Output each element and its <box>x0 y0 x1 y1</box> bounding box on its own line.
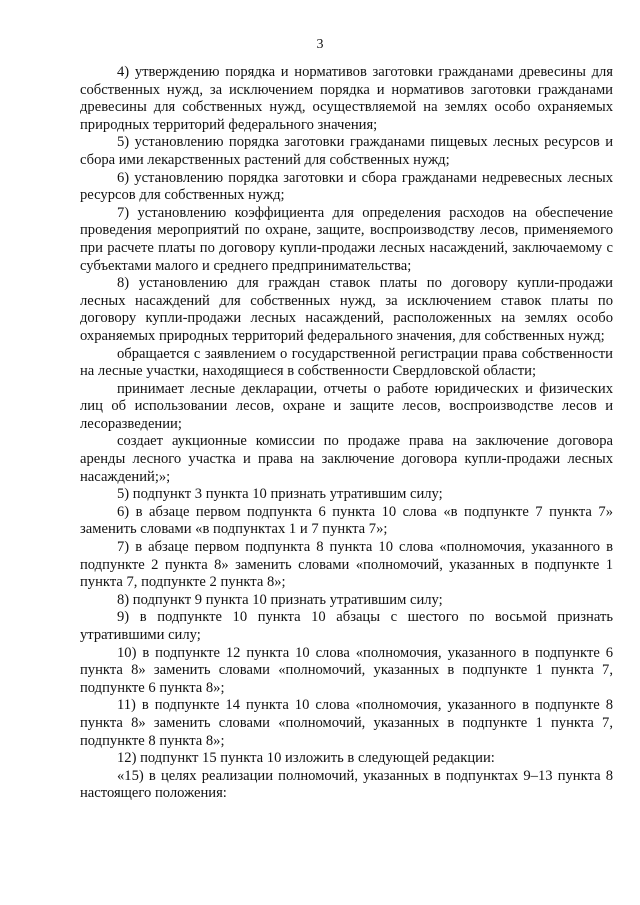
page-number: 3 <box>316 37 324 52</box>
amendment-10: 10) в подпункте 12 пункта 10 слова «полномочия, указанного в подпункте 6 пункта 8» заменить словами «полномочий, указанных в подпункте 1 пункта 7, подпункте 6 пункта 8»; <box>80 644 613 696</box>
paragraph-registration: обращается с заявлением о государственной регистрации права собственности на лесные участки, находящиеся в собственности Свердловской области; <box>80 345 613 380</box>
document-body <box>80 64 613 803</box>
paragraph-item-4: 4) утверждению порядка и нормативов заготовки гражданами древесины для собственных нужд, за исключением порядка и нормативов заготовки гражданами древесины для собственных нужд, осуществляемой на землях особо охраняемых природных территорий федерального значения; <box>80 64 613 133</box>
amendment-9: 9) в подпункте 10 пункта 10 абзацы с шестого по восьмой признать утратившими силу; <box>80 609 613 643</box>
amendment-8: 8) подпункт 9 пункта 10 признать утратившим силу; <box>117 591 443 608</box>
paragraph-item-7: 7) установлению коэффициента для определения расходов на обеспечение проведения мероприятий по охране, защите, воспроизводству лесов, применяемого при расчете платы по договору купли-продажи лесных насаждений, заключаемому с субъектами малого и среднего предпринимательства; <box>80 204 613 274</box>
paragraph-item-5: 5) установлению порядка заготовки гражданами пищевых лесных ресурсов и сбора ими лекарственных растений для собственных нужд; <box>80 134 613 168</box>
amendment-6: 6) в абзаце первом подпункта 6 пункта 10 слова «в подпункте 7 пункта 7» заменить словами «в подпунктах 1 и 7 пункта 7»; <box>80 503 613 538</box>
amendment-11: 11) в подпункте 14 пункта 10 слова «полномочия, указанного в подпункте 8 пункта 8» заменить словами «полномочий, указанных в подпункте 1 пункта 7, подпункте 8 пункта 8»; <box>80 697 613 749</box>
paragraph-declarations: принимает лесные декларации, отчеты о работе юридических и физических лиц об использовании лесов, охране и защите лесов, воспроизводстве лесов и лесоразведении; <box>80 380 613 432</box>
paragraph-item-6: 6) установлению порядка заготовки и сбора гражданами недревесных лесных ресурсов для собственных нужд; <box>80 169 613 204</box>
paragraph-item-8: 8) установлению для граждан ставок платы по договору купли-продажи лесных насаждений для собственных нужд, за исключением ставок платы по договору купли-продажи лесных насаждений, расположенных на землях особо охраняемых природных территорий федерального значения, для собственных нужд; <box>80 275 613 344</box>
amendment-5: 5) подпункт 3 пункта 10 признать утратившим силу; <box>117 486 443 503</box>
new-subpoint-15: «15) в целях реализации полномочий, указанных в подпунктах 9–13 пункта 8 настоящего положения: <box>80 767 613 802</box>
amendment-7: 7) в абзаце первом подпункта 8 пункта 10 слова «полномочия, указанного в подпункте 2 пункта 8» заменить словами «полномочий, указанных в подпункте 1 пункта 7, подпункте 2 пункта 8»; <box>80 539 613 591</box>
amendment-12: 12) подпункт 15 пункта 10 изложить в следующей редакции: <box>117 750 495 767</box>
paragraph-auction-commissions: создает аукционные комиссии по продаже права на заключение договора аренды лесного участка и права на заключение договора купли-продажи лесных насаждений;»; <box>80 433 613 485</box>
